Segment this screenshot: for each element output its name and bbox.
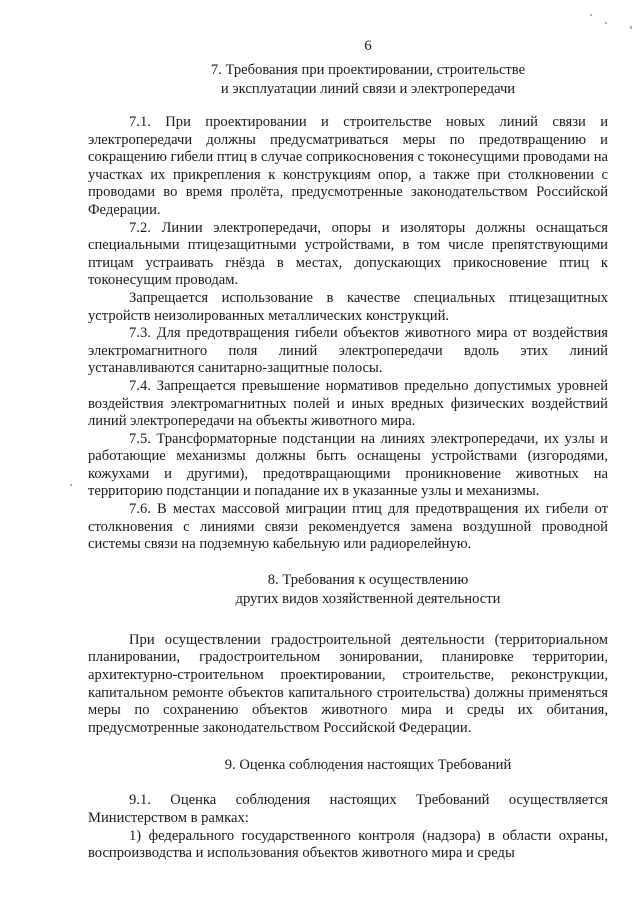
paragraph-7-3: 7.3. Для предотвращения гибели объектов животного мира от воздействия электромагнитного поля линий электропередачи вдоль этих линий устанавливаются санитарно-защитные полосы. (88, 325, 608, 377)
section-8-title-line-2: других видов хозяйственной деятельности (235, 590, 501, 607)
paragraph-9-1: 9.1. Оценка соблюдения настоящих Требований осуществляется Министерством в рамках: (88, 792, 608, 826)
paragraph-7-5: 7.5. Трансформаторные подстанции на линиях электропередачи, их узлы и работающие механизмы должны быть оснащены устройствами (изгородями, кожухами и другими), предотвращающими проникновение животных на территорию подстанции и попадание их в указанные узлы и механизмы. (88, 430, 608, 500)
paragraph-7-2: 7.2. Линии электропередачи, опоры и изоляторы должны оснащаться специальными птицезащитными устройствами, в том числе препятствующими птицам устраивать гнёзда в местах, допускающих прикосновение птиц к токонесущим проводам. (88, 219, 608, 289)
paragraph-9-1-item-1: 1) федерального государственного контроля (надзора) в области охраны, воспроизводства и использования объектов животного мира и среды (88, 827, 608, 862)
paragraph-7-1: 7.1. При проектировании и строительстве новых линий связи и электропередачи должны предусматриваться меры по предотвращению и сокращению гибели птиц в случае соприкосновения с токонесущими проводами на участках их прикрепления к конструкциям опор, а также при столкновении с проводами во время пролёта, предусмотренные законодательством Российской Федерации. (88, 114, 608, 218)
section-9-heading: 9. Оценка соблюдения настоящих Требований (224, 757, 512, 774)
section-7-heading (88, 61, 608, 99)
paragraph-7-4: 7.4. Запрещается превышение нормативов предельно допустимых уровней воздействия электромагнитных полей и иных вредных физических воздействий линий электропередачи на объекты животного мира. (88, 377, 608, 430)
scan-speck-top-right (590, 14, 592, 16)
scan-speck-top-right-2 (605, 22, 607, 24)
paragraph-7-2-prohibition: Запрещается использование в качестве специальных птицезащитных устройств неизолированных металлических конструкций. (88, 289, 608, 324)
section-7-title-line-1: 7. Требования при проектировании, строительстве (210, 62, 526, 78)
scan-speck-left-margin (70, 484, 72, 486)
paragraph-7-6: 7.6. В местах массовой миграции птиц для предотвращения их гибели от столкновения с линиями связи рекомендуется замена воздушной проводной системы связи на подземную кабельную или радиорелейную. (88, 501, 608, 553)
paragraph-8: При осуществлении градостроительной деятельности (территориальном планировании, градостроительном зонировании, планировке территории, архитектурно-строительном проектировании, строительстве, реконструкции, капитальном ремонте объектов капитального строительства) должны применяться меры по сохранению объектов животного мира и среды их обитания, предусмотренные законодательством Российской Федерации. (88, 631, 608, 736)
section-8-title-line-1: 8. Требования к осуществлению (267, 571, 469, 588)
section-7-title-line-2: и эксплуатации линий связи и электропередачи (220, 81, 516, 97)
scan-speck-right-edge (630, 26, 632, 29)
section-8-heading (88, 571, 608, 609)
page-number: 6 (364, 38, 372, 54)
